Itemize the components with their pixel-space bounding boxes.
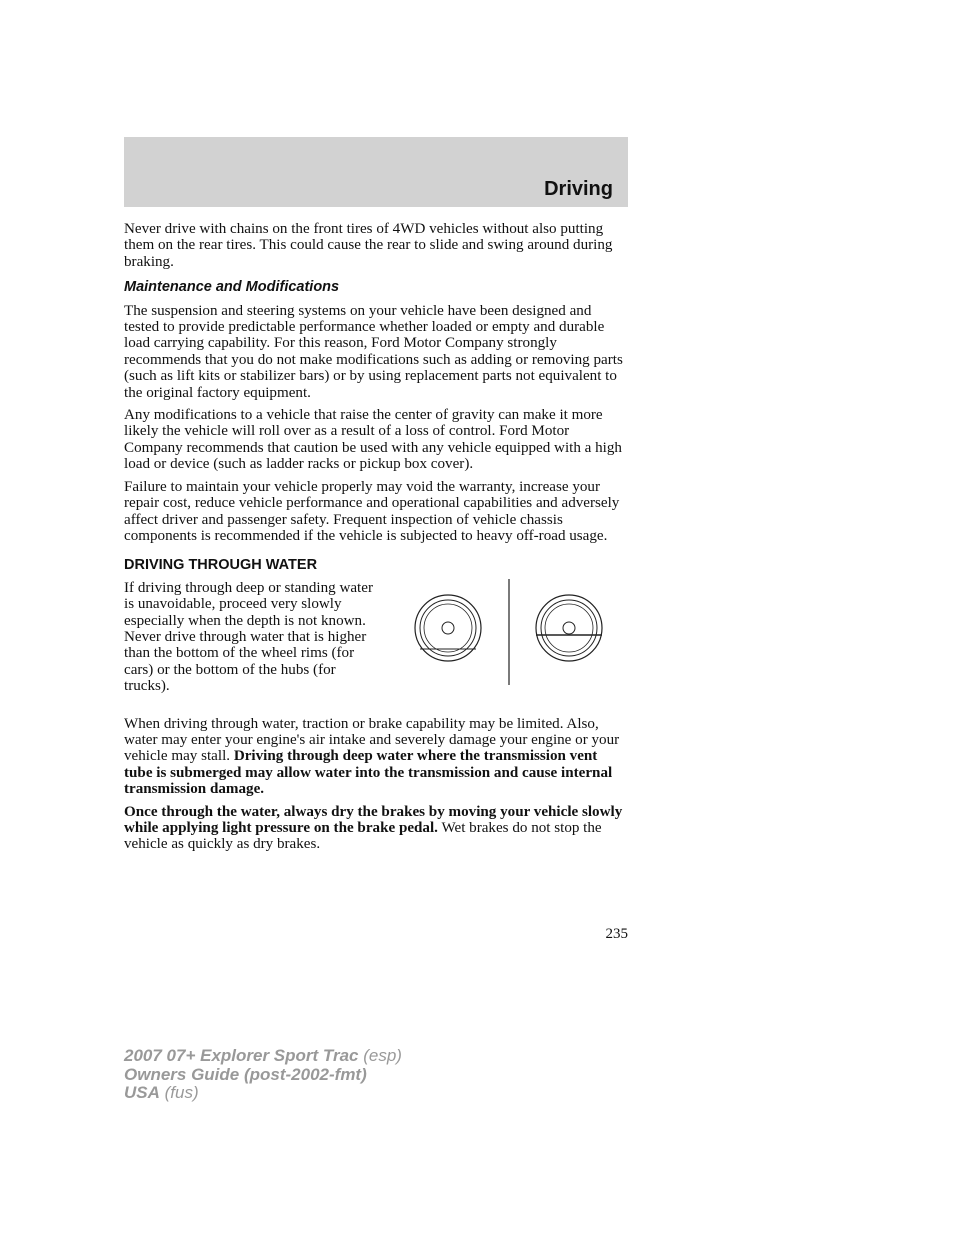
- paragraph-failure: Failure to maintain your vehicle properly may void the warranty, increase your repair cost, reduce vehicle performance and operational capabilities and adversely affect driver and passenger safety. Frequent inspection of vehicle chassis components is recommended if the vehicle is subjected to heavy off-road usage.: [124, 478, 620, 544]
- footer-market: USA: [124, 1083, 160, 1102]
- footer-line-2: [124, 1066, 402, 1085]
- page-content: [124, 221, 629, 859]
- paragraph-traction: [124, 716, 629, 798]
- footer-model-code: (esp): [358, 1046, 402, 1065]
- car-wheel-icon: [415, 595, 481, 661]
- document-footer: [124, 1047, 402, 1103]
- dry-brakes-text: Wet brakes do not stop the vehicle as quickly as dry brakes.: [124, 820, 602, 853]
- footer-line-3: [124, 1084, 402, 1103]
- heading-maintenance: Maintenance and Modifications: [124, 279, 340, 296]
- wheel-depth-illustration: [414, 579, 614, 687]
- footer-line-1: [124, 1047, 402, 1066]
- paragraph-deep-water: If driving through deep or standing water is unavoidable, proceed very slowly especially when the depth is not known. Never drive through water that is higher than the bottom of the wheel rims (for cars) or the bottom of the hubs (for trucks).: [124, 579, 373, 695]
- page-number: 235: [605, 926, 628, 942]
- dry-brakes-warning: Once through the water, always dry the brakes by moving your vehicle slowly while applying light pressure on the brake pedal.: [124, 803, 623, 836]
- footer-guide: Owners Guide (post-2002-fmt): [124, 1064, 367, 1084]
- section-header-band: [124, 137, 628, 207]
- truck-wheel-icon: [536, 595, 602, 661]
- water-section: [124, 580, 629, 695]
- paragraph-dry-brakes: [124, 804, 629, 853]
- footer-market-code: (fus): [159, 1083, 199, 1102]
- paragraph-modifications: Any modifications to a vehicle that raise the center of gravity can make it more likely the vehicle will roll over as a result of a loss of control. Ford Motor Company recommends that caution be used with any vehicle equipped with a high load or device (such as ladder racks or pickup box cover).: [124, 407, 622, 473]
- section-title: Driving: [544, 178, 613, 200]
- footer-model: 2007 07+ Explorer Sport Trac: [124, 1046, 359, 1065]
- paragraph-chains: Never drive with chains on the front tires of 4WD vehicles without also putting them on the rear tires. This could cause the rear to slide and swing around during braking.: [124, 221, 613, 270]
- traction-text: When driving through water, traction or brake capability may be limited. Also, water may enter your engine's air intake and severely damage your engine or your vehicle may stall.: [124, 715, 620, 765]
- paragraph-suspension: The suspension and steering systems on your vehicle have been designed and tested to provide predictable performance whether loaded or empty and durable load carrying capability. For this reason, Ford Motor Company strongly recommends that you do not make modifications such as adding or removing parts (such as lift kits or stabilizer bars) or by using replacement parts not equivalent to the original factory equipment.: [124, 302, 623, 401]
- heading-driving-through-water: DRIVING THROUGH WATER: [124, 557, 318, 574]
- traction-warning: Driving through deep water where the transmission vent tube is submerged may allow water into the transmission and cause internal transmission damage.: [124, 748, 613, 798]
